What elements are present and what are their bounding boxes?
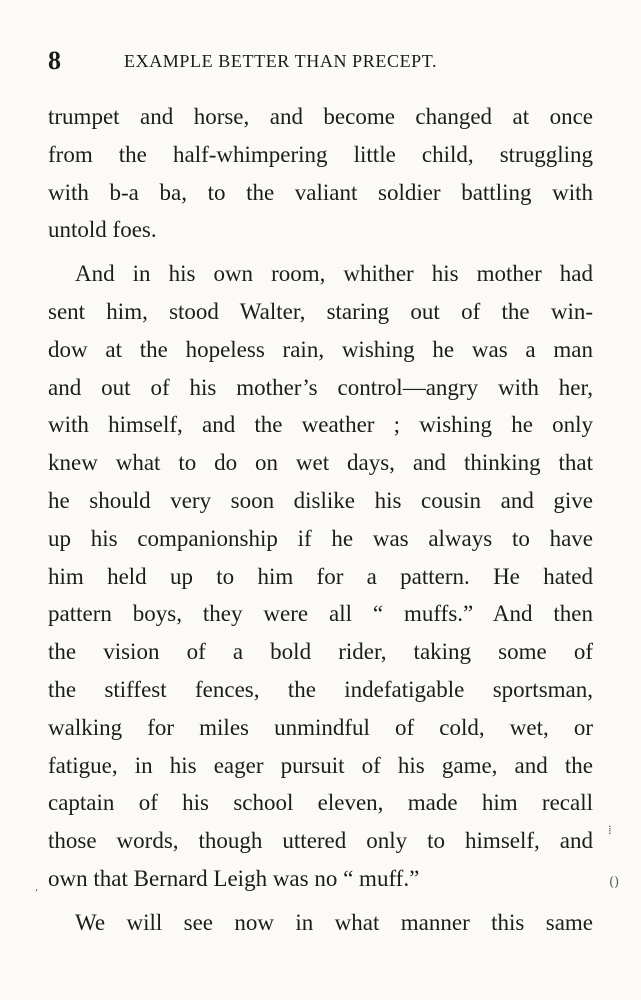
text-line: And in his own room, whither his mother had (75, 261, 593, 287)
text-line: dow at the hopeless rain, wishing he was a man (48, 336, 593, 362)
margin-speck: , (35, 882, 39, 893)
margin-speck: () (609, 875, 620, 890)
page-header (48, 44, 593, 78)
text-line: from the half-whimpering little child, struggling (48, 141, 593, 167)
text-line: knew what to do on wet days, and thinking that (48, 450, 593, 476)
paragraph (48, 255, 593, 898)
text-line: and out of his mother’s control—angry with her, (48, 374, 593, 400)
page-number: 8 (48, 46, 61, 75)
margin-speck: ⁞ (608, 823, 612, 838)
text-line: fatigue, in his eager pursuit of his game, and the (48, 752, 593, 778)
text-line: the vision of a bold rider, taking some of (48, 639, 593, 665)
text-line: trumpet and horse, and become changed at once (48, 104, 593, 129)
text-line: captain of his school eleven, made him recall (48, 790, 593, 816)
text-line: walking for miles unmindful of cold, wet, or (48, 714, 593, 740)
text-line: pattern boys, they were all “ muffs.” And then (48, 601, 593, 627)
text-line: with himself, and the weather ; wishing he only (48, 412, 593, 438)
paragraph (48, 98, 593, 249)
paragraph (48, 904, 593, 942)
text-line: own that Bernard Leigh was no “ muff.” (48, 865, 420, 891)
text-line: he should very soon dislike his cousin and give (48, 487, 593, 513)
text-line: We will see now in what manner this same (75, 909, 593, 935)
running-head: EXAMPLE BETTER THAN PRECEPT. (124, 51, 438, 71)
body-text (48, 98, 593, 942)
text-line: the stiffest fences, the indefatigable sportsman, (48, 676, 593, 702)
text-line: sent him, stood Walter, staring out of the win- (48, 298, 593, 324)
text-line: with b-a ba, to the valiant soldier battling with (48, 179, 593, 205)
text-line: those words, though uttered only to himself, and (48, 828, 593, 854)
text-line: him held up to him for a pattern. He hated (48, 563, 593, 589)
text-line: up his companionship if he was always to have (48, 525, 593, 551)
text-line: untold foes. (48, 217, 157, 243)
